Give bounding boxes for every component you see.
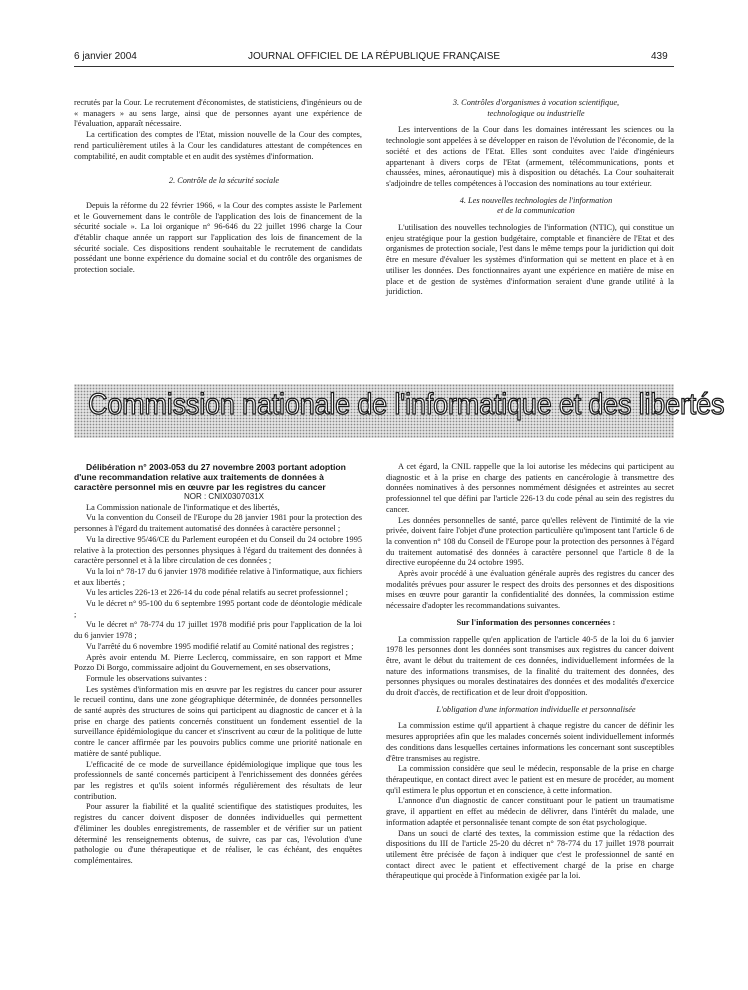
paragraph: La commission estime qu'il appartient à chaque registre du cancer de définir les mesures appropriées afin que les malades concernés soient individuellement informés des conditions dans lesquelles certaines informations les concernant sont susceptibles d'être transmises au registre. [386,721,674,763]
paragraph: Vu la loi n° 78-17 du 6 janvier 1978 modifiée relative à l'informatique, aux fichiers et aux libertés ; [74,566,362,587]
paragraph: Vu la convention du Conseil de l'Europe du 28 janvier 1981 pour la protection des personnes à l'égard du traitement automatisé des données à caractère personnel ; [74,513,362,534]
paragraph: recrutés par la Cour. Le recrutement d'économistes, de statisticiens, d'ingénieurs ou de « managers » au sens large, ainsi que de personnes ayant une expérience de l'évaluation, apparaît nécessaire. [74,98,362,129]
paragraph: Vu les articles 226-13 et 226-14 du code pénal relatifs au secret professionnel ; [86,588,348,598]
paragraph: Les interventions de la Cour dans les domaines intéressant les sciences ou la technologie sont appelées à se développer en raison de l'évolution de l'économie, de la société et des actions de l'Etat. Elles sont conduites avec l'aide d'ingénieurs appartenant à divers corps de l'Etat (armement, télécommunications, ponts et chaussées, mines, aéronautique) mis à disposition ou détachés. La Cour souhaiterait s'adjoindre de telles compétences à l'occasion des nominations au tour extérieur. [386,125,674,188]
section-heading: 4. Les nouvelles technologies de l'information [459,195,613,205]
paragraph: L'efficacité de ce mode de surveillance épidémiologique implique que tous les professionnels de santé concernés participent à l'enrichissement des données gérées par les registres et qu'ils soient informés régulièrement des résultats de leur contribution. [74,759,362,801]
paragraph: Les données personnelles de santé, parce qu'elles relèvent de l'intimité de la vie privée, doivent faire l'objet d'une protection particulière qu'imposent tant l'article 6 de la convention n° 108 du Conseil de l'Europe pour la protection des personnes à l'égard du traitement automatisé des données à caractère personnel que l'article 8 de la directive européenne du 24 octobre 1995. [386,515,674,568]
section-banner [74,384,725,438]
paragraph: Formule les observations suivantes : [86,673,207,683]
paragraph: A cet égard, la CNIL rappelle que la loi autorise les médecins qui participent au diagnostic et à la prise en charge des patients en cancérologie à transmettre des données nominatives à des personnes nommément désignées et astreintes au secret professionnel tel que défini par l'article 226-13 du code pénal au sein des registres du cancer. [386,462,674,514]
paragraph: Vu l'arrêté du 6 novembre 1995 modifié relatif au Comité national des registres ; [86,641,354,651]
paragraph: La commission considère que seul le médecin, responsable de la prise en charge thérapeutique, en contact direct avec le patient est en mesure de procéder, au moment qu'il estimera le plus opportun et en conscience, à cette information. [386,764,674,795]
paragraph: L'annonce d'un diagnostic de cancer constituant pour le patient un traumatisme grave, il appartient en effet au médecin de délivrer, dans l'intérêt du malade, une information adaptée et personnalisée tenant compte de son état psychologique. [386,796,674,827]
paragraph: Vu la directive 95/46/CE du Parlement européen et du Conseil du 24 octobre 1995 relative à la protection des personnes physiques à l'égard du traitement des données à caractère personnel et à la libre circulation de ces données ; [74,534,362,566]
section-heading-line2: et de la communication [497,206,575,216]
bottom-left-column [74,462,362,867]
header-date: 6 janvier 2004 [74,51,137,62]
section-heading: 2. Contrôle de la sécurité sociale [168,176,280,186]
section-heading-line2: technologique ou industrielle [487,108,585,118]
paragraph: Vu le décret n° 78-774 du 17 juillet 1978 modifié pris pour l'application de la loi du 6 janvier 1978 ; [74,620,362,641]
top-right-column [386,98,674,298]
paragraph: Après avoir entendu M. Pierre Leclercq, commissaire, en son rapport et Mme Pozzo Di Borgo, commissaire adjoint du Gouvernement, en ses observations, [74,652,362,673]
page-number: 439 [651,51,668,62]
paragraph: La Commission nationale de l'informatique et des libertés, [86,502,280,512]
paragraph: Depuis la réforme du 22 février 1966, « la Cour des comptes assiste le Parlement et le Gouvernement dans le contrôle de l'application des lois de financement de la sécurité sociale ». La loi organique n° 96-646 du 22 juillet 1996 charge la Cour d'établir chaque année un rapport sur l'application des lois de financement de la sécurité sociale. Ces dispositions rendent souhaitable le recrutement de candidats possédant une bonne expérience du domaine social et du contrôle des organismes de protection sociale. [74,200,362,275]
top-left-column [74,98,362,276]
header-rule [74,66,674,67]
journal-title: JOURNAL OFFICIEL DE LA RÉPUBLIQUE FRANÇAISE [247,51,501,62]
paragraph: Les systèmes d'information mis en œuvre par les registres du cancer pour assurer le recueil continu, dans une zone géographique déterminée, de données personnelles de santé auprès des structures de soins qui participent au diagnostic de cancer et à la prise en charge des patients concernés constituent un fondement essentiel de la surveillance épidémiologique du cancer et s'inscrivent au cœur de la politique de lutte contre le cancer affirmée par les pouvoirs publics comme une priorité nationale en matière de santé publique. [74,684,362,758]
bottom-right-column [386,462,674,882]
subsection-heading: Sur l'information des personnes concernées : [456,617,616,627]
subsection-heading: L'obligation d'une information individuelle et personnalisée [436,704,636,714]
paragraph: L'utilisation des nouvelles technologies de l'information (NTIC), qui constitue un enjeu stratégique pour la gestion budgétaire, comptable et financière de l'Etat et des organismes de protection sociale, l'est dans le même temps pour la juridiction qui doit être en mesure d'évaluer les systèmes d'information qui se mettent en place et à en utiliser les données. Des fonctionnaires ayant une expérience en matière de mise en place et de gestion de systèmes d'information seraient d'une grande utilité à la juridiction. [386,223,674,297]
paragraph: Après avoir procédé à une évaluation générale auprès des registres du cancer des modalités prévues pour assurer le respect des droits des personnes et des dispositions mises en œuvre pour garantir la confidentialité des données, la commission estime nécessaire d'adopter les recommandations suivantes. [386,569,674,611]
paragraph: Vu le décret n° 95-100 du 6 septembre 1995 portant code de déontologie médicale ; [74,599,362,619]
nor-reference: NOR : CNIX0307031X [183,492,265,501]
paragraph: Pour assurer la fiabilité et la qualité scientifique des statistiques produites, les registres du cancer doivent disposer de données individuelles qui permettent d'éliminer les doubles enregistrements, de rassembler et de vérifier sur un patient déterminé les renseignements obtenus, de suivre, cas par cas, l'évolution d'une pathologie ou d'une thérapeutique et de réaliser, le cas échéant, des enquêtes complémentaires. [74,802,362,865]
section-heading: 3. Contrôles d'organismes à vocation scientifique, [452,98,620,107]
paragraph: La certification des comptes de l'Etat, mission nouvelle de la Cour des comptes, rend particulièrement utiles à la Cour les candidatures attestant de compétences en comptabilité, en audit comptable et en audit des systèmes d'information. [74,130,362,161]
paragraph: Dans un souci de clarté des textes, la commission estime que la rédaction des dispositions du III de l'article 25-20 du décret n° 78-774 du 17 juillet 1978 pourrait utilement être précisée de façon à indiquer que c'est le professionnel de santé en contact direct avec le patient et effectivement chargé de la prise en charge thérapeutique qui procède à l'information exigée par la loi. [386,828,674,881]
deliberation-title: Délibération n° 2003-053 du 27 novembre 2003 portant adoption d'une recommandation relative aux traitements de données à caractère personnel mis en œuvre par les registres du cancer [74,462,346,492]
paragraph: La commission rappelle qu'en application de l'article 40-5 de la loi du 6 janvier 1978 les personnes dont les données sont transmises aux registres du cancer doivent être, avant le début du traitement de ces données, individuellement informées de la nature des informations transmises, de la finalité du traitement des données, des personnes physiques ou morales destinataires des données et des modalités d'exercice du droit d'accès, de rectification et de leur droit d'opposition. [386,634,674,698]
banner-title: Commission nationale de l'informatique et des libertés [88,388,725,421]
